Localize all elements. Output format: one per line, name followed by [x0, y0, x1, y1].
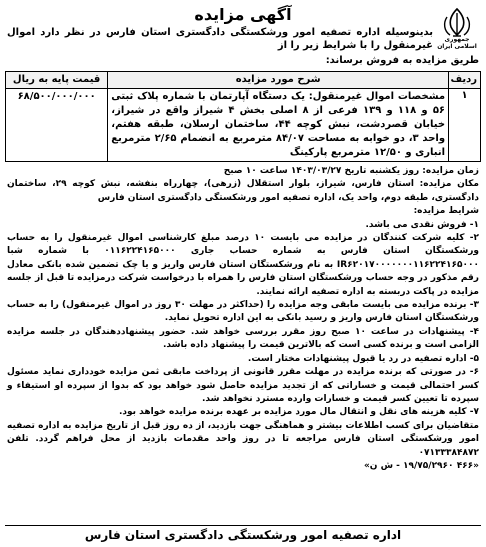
- notice-header: [5, 3, 481, 51]
- intro-line-1: بدینوسیله اداره تصفیه امور ورشکستگی دادگستری استان فارس در نظر دارد اموال غیرمنقول را با شرایط زیر را از: [7, 27, 433, 51]
- conditions-title: شرایط مزایده:: [413, 206, 479, 217]
- auction-items-table: [5, 71, 481, 162]
- condition-item: ۲- کلیه شرکت کنندگان در مزایده می بایست ۱۰ درصد مبلغ کارشناسی اموال غیرمنقول را به حساب ورشکستگان استان فارس به شماره حساب جاری ۰۱۱۶۲۲۴۱۶۵۰۰۰ با شماره شبا IR۶۲۰۱۷۰۰۰۰۰۰۰۱۱۶۲۲۴۱۶۵۰۰۰ به نام ورشکستگان استان فارس واریز و یا چک تضمین شده بانکی معادل رقم مذکور در وجه حساب ورشکستگان استان فارس را همراه با درخواست شرکت درمزایده تا قبل از جلسه مزایده در پاکت دربسته به اداره تصفیه ارائه نمایند.: [7, 233, 479, 297]
- condition-item: ۴- پیشنهادات در ساعت ۱۰ صبح روز مقرر بررسی خواهد شد. حضور پیشنهاددهندگان در جلسه مزایده الزامی است و برنده کسی است که بالاترین قیمت را پیشنهاد داده باشد.: [7, 326, 479, 351]
- header-base-price: قیمت پایه به ریال: [6, 72, 108, 89]
- item-base-price: ۶۸/۵۰۰/۰۰۰/۰۰۰: [6, 89, 108, 162]
- issuer-signature: اداره تصفیه امور ورشکستگی دادگستری استان فارس: [5, 525, 481, 544]
- auction-time: زمان مزایده: روز یکشنبه تاریخ ۱۴۰۳/۰۳/۲۷ ساعت ۱۰ صبح: [223, 166, 479, 176]
- table-header-row: [6, 72, 481, 89]
- row-number: ۱: [449, 89, 481, 162]
- header-description: شرح مورد مزایده: [108, 72, 449, 89]
- notice-title: آگهی مزایده: [194, 5, 292, 24]
- emblem-caption: جمهوری اسلامی ایران: [437, 36, 477, 50]
- intro-line-2: طریق مزایده به فروش برساند:: [325, 55, 479, 66]
- condition-item: ۳- برنده مزایده می بایست مابقی وجه مزایده را (حداکثر در مهلت ۳۰ روز در اموال غیرمنقول) را به حساب ورشکستگان استان فارس واریز و رسید بانکی به این اداره تحویل نماید.: [7, 300, 480, 324]
- notice-body: [5, 165, 481, 473]
- condition-item: ۱- فروش نقدی می باشد.: [365, 219, 479, 230]
- contact-info: متقاضیان برای کسب اطلاعات بیشتر و هماهنگی جهت بازدید، از ده روز قبل از تاریخ مزایده به اداره تصفیه امور ورشکستگی استان فارس مراجعه تا در روز واحد مقدمات بازدید از محل فراهم گردد. تلفن ۰۷۱۳۳۳۸۴۸۷۲: [7, 420, 479, 458]
- auction-notice: [5, 3, 481, 544]
- ad-code: «۴۶۶ ۱۹/۷۵/۲۹۶۰ - ش ن»: [363, 460, 479, 471]
- item-description: مشخصات اموال غیرمنقول: یک دستگاه آپارتمان با شماره پلاک ثبتی ۵۶ و ۱۱۸ و ۱۳۹ فرعی از ۸ اصلی بخش ۴ شیراز واقع در شیراز، خیابان قصردشت، نبش کوچه ۴۴، ساختمان ارسلان، طبقه هفتم، واحد ۳، دو خوابه به مساحت ۸۴/۰۷ مترمربع به انضمام ۲/۶۵ مترمربع انباری و ۱۲/۵۰ مترمربع پارکینگ: [108, 89, 449, 162]
- table-row: [6, 89, 481, 162]
- condition-item: ۷- کلیه هزینه های نقل و انتقال مال مورد مزایده بر عهده برنده مزایده خواهد بود.: [118, 407, 479, 418]
- header-row-number: ردیف: [449, 72, 481, 89]
- condition-item: ۶- در صورتی که برنده مزایده در مهلت مقرر قانونی از پرداخت مابقی ثمن مزایده خودداری نماید مسئول کسر احتمالی قیمت و خساراتی که از تجدید مزایده حاصل شود خواهد بود که بدوا از سپرده او استیفاء و سپرده تا تعیین کسر قیمت و خسارات وارده مسترد نخواهد شد.: [7, 367, 479, 404]
- auction-place: مکان مزایده: استان فارس، شیراز، بلوار استقلال (زرهی)، چهارراه بنفشه، نبش کوچه ۲۹، ساختمان دادگستری، طبقه دوم، واحد یک، اداره تصفیه امور ورشکستگی دادگستری استان فارس: [7, 179, 479, 203]
- condition-item: ۵- اداره تصفیه در رد یا قبول پیشنهادات مختار است.: [247, 353, 479, 364]
